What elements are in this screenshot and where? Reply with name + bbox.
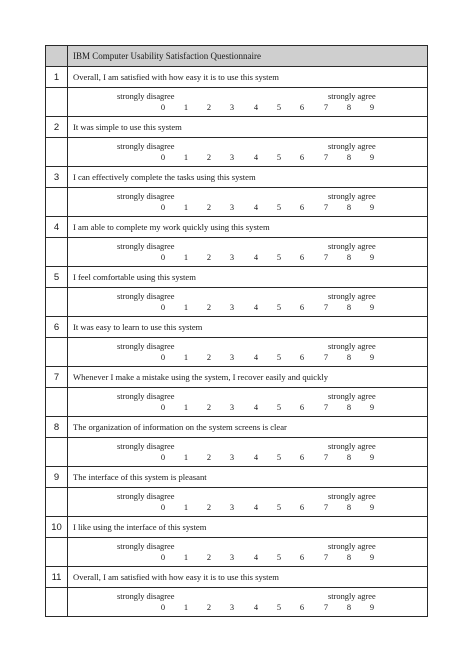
scale-point-7[interactable]: 7 (323, 603, 329, 612)
scale-point-8[interactable]: 8 (346, 503, 352, 512)
scale-point-9[interactable]: 9 (369, 353, 375, 362)
question-row (46, 117, 428, 138)
scale-number-cell (46, 188, 68, 217)
scale-point-7[interactable]: 7 (323, 503, 329, 512)
scale-point-0[interactable]: 0 (160, 453, 166, 462)
rating-scale (68, 188, 427, 216)
scale-point-8[interactable]: 8 (346, 553, 352, 562)
scale-point-6[interactable]: 6 (299, 253, 305, 262)
scale-point-1[interactable]: 1 (183, 253, 189, 262)
question-row (46, 367, 428, 388)
scale-point-1[interactable]: 1 (183, 503, 189, 512)
scale-point-0[interactable]: 0 (160, 603, 166, 612)
scale-point-9[interactable]: 9 (369, 403, 375, 412)
rating-scale-row (46, 488, 428, 517)
scale-point-7[interactable]: 7 (323, 253, 329, 262)
scale-point-9[interactable]: 9 (369, 503, 375, 512)
rating-scale (68, 288, 427, 316)
rating-scale (68, 388, 427, 416)
scale-point-2[interactable]: 2 (206, 253, 212, 262)
scale-point-9[interactable]: 9 (369, 253, 375, 262)
scale-point-5[interactable]: 5 (276, 203, 282, 212)
question-number: 5 (46, 267, 68, 288)
scale-point-2[interactable]: 2 (206, 353, 212, 362)
scale-point-2[interactable]: 2 (206, 403, 212, 412)
scale-point-1[interactable]: 1 (183, 153, 189, 162)
question-text: I am able to complete my work quickly using this system (68, 217, 428, 238)
scale-point-7[interactable]: 7 (323, 153, 329, 162)
scale-low-label: strongly disagree (117, 192, 175, 201)
scale-number-cell (46, 488, 68, 517)
question-text: It was simple to use this system (68, 117, 428, 138)
scale-point-0[interactable]: 0 (160, 303, 166, 312)
rating-scale (68, 238, 427, 266)
question-text: I feel comfortable using this system (68, 267, 428, 288)
scale-point-4[interactable]: 4 (253, 603, 259, 612)
scale-point-9[interactable]: 9 (369, 453, 375, 462)
questionnaire-title: IBM Computer Usability Satisfaction Questionnaire (68, 46, 428, 67)
rating-scale-cell (68, 388, 428, 417)
scale-number-cell (46, 288, 68, 317)
scale-point-8[interactable]: 8 (346, 603, 352, 612)
scale-point-2[interactable]: 2 (206, 153, 212, 162)
scale-point-3[interactable]: 3 (229, 603, 235, 612)
question-text: I like using the interface of this system (68, 517, 428, 538)
scale-number-cell (46, 588, 68, 617)
question-number: 7 (46, 367, 68, 388)
scale-number-cell (46, 138, 68, 167)
scale-point-0[interactable]: 0 (160, 103, 166, 112)
rating-scale-cell (68, 188, 428, 217)
scale-point-2[interactable]: 2 (206, 203, 212, 212)
scale-low-label: strongly disagree (117, 242, 175, 251)
question-text: Overall, I am satisfied with how easy it is to use this system (68, 67, 428, 88)
scale-point-5[interactable]: 5 (276, 403, 282, 412)
question-text: Whenever I make a mistake using the system, I recover easily and quickly (68, 367, 428, 388)
scale-point-8[interactable]: 8 (346, 103, 352, 112)
question-row (46, 417, 428, 438)
scale-point-2[interactable]: 2 (206, 603, 212, 612)
scale-point-2[interactable]: 2 (206, 453, 212, 462)
question-row (46, 317, 428, 338)
question-row (46, 567, 428, 588)
scale-point-6[interactable]: 6 (299, 453, 305, 462)
scale-point-3[interactable]: 3 (229, 553, 235, 562)
question-number: 10 (46, 517, 68, 538)
scale-point-8[interactable]: 8 (346, 203, 352, 212)
scale-point-3[interactable]: 3 (229, 303, 235, 312)
scale-point-7[interactable]: 7 (323, 303, 329, 312)
question-row (46, 167, 428, 188)
scale-number-cell (46, 338, 68, 367)
scale-point-5[interactable]: 5 (276, 353, 282, 362)
rating-scale-cell (68, 588, 428, 617)
scale-number-cell (46, 88, 68, 117)
question-number: 8 (46, 417, 68, 438)
scale-point-4[interactable]: 4 (253, 453, 259, 462)
scale-point-0[interactable]: 0 (160, 153, 166, 162)
scale-low-label: strongly disagree (117, 592, 175, 601)
scale-point-6[interactable]: 6 (299, 203, 305, 212)
scale-point-5[interactable]: 5 (276, 103, 282, 112)
question-text: I can effectively complete the tasks using this system (68, 167, 428, 188)
scale-high-label: strongly agree (328, 192, 376, 201)
rating-scale (68, 338, 427, 366)
scale-low-label: strongly disagree (117, 442, 175, 451)
rating-scale-row (46, 438, 428, 467)
scale-point-9[interactable]: 9 (369, 553, 375, 562)
scale-high-label: strongly agree (328, 142, 376, 151)
scale-low-label: strongly disagree (117, 542, 175, 551)
scale-point-3[interactable]: 3 (229, 153, 235, 162)
scale-point-9[interactable]: 9 (369, 603, 375, 612)
scale-point-9[interactable]: 9 (369, 153, 375, 162)
scale-high-label: strongly agree (328, 92, 376, 101)
scale-point-4[interactable]: 4 (253, 553, 259, 562)
scale-point-0[interactable]: 0 (160, 503, 166, 512)
scale-point-3[interactable]: 3 (229, 353, 235, 362)
rating-scale (68, 88, 427, 116)
scale-number-cell (46, 538, 68, 567)
question-text: The interface of this system is pleasant (68, 467, 428, 488)
scale-point-5[interactable]: 5 (276, 303, 282, 312)
scale-low-label: strongly disagree (117, 392, 175, 401)
scale-point-3[interactable]: 3 (229, 203, 235, 212)
scale-low-label: strongly disagree (117, 92, 175, 101)
scale-point-1[interactable]: 1 (183, 553, 189, 562)
question-text: Overall, I am satisfied with how easy it is to use this system (68, 567, 428, 588)
scale-point-6[interactable]: 6 (299, 403, 305, 412)
scale-point-7[interactable]: 7 (323, 403, 329, 412)
question-number: 11 (46, 567, 68, 588)
scale-point-0[interactable]: 0 (160, 203, 166, 212)
scale-point-6[interactable]: 6 (299, 103, 305, 112)
rating-scale (68, 438, 427, 466)
scale-point-4[interactable]: 4 (253, 103, 259, 112)
scale-point-9[interactable]: 9 (369, 303, 375, 312)
scale-point-1[interactable]: 1 (183, 203, 189, 212)
scale-point-1[interactable]: 1 (183, 103, 189, 112)
scale-point-2[interactable]: 2 (206, 503, 212, 512)
question-number: 6 (46, 317, 68, 338)
scale-point-8[interactable]: 8 (346, 253, 352, 262)
rating-scale-cell (68, 238, 428, 267)
scale-point-7[interactable]: 7 (323, 453, 329, 462)
rating-scale-row (46, 88, 428, 117)
scale-point-1[interactable]: 1 (183, 603, 189, 612)
scale-point-2[interactable]: 2 (206, 303, 212, 312)
rating-scale-cell (68, 488, 428, 517)
question-row (46, 267, 428, 288)
scale-point-3[interactable]: 3 (229, 453, 235, 462)
question-number: 9 (46, 467, 68, 488)
scale-point-6[interactable]: 6 (299, 603, 305, 612)
scale-point-5[interactable]: 5 (276, 253, 282, 262)
scale-point-5[interactable]: 5 (276, 453, 282, 462)
rating-scale-cell (68, 88, 428, 117)
scale-point-3[interactable]: 3 (229, 103, 235, 112)
scale-point-0[interactable]: 0 (160, 253, 166, 262)
scale-point-8[interactable]: 8 (346, 453, 352, 462)
scale-point-4[interactable]: 4 (253, 203, 259, 212)
question-row (46, 217, 428, 238)
question-row (46, 467, 428, 488)
scale-number-cell (46, 388, 68, 417)
rating-scale-row (46, 538, 428, 567)
scale-point-0[interactable]: 0 (160, 403, 166, 412)
scale-point-5[interactable]: 5 (276, 503, 282, 512)
scale-high-label: strongly agree (328, 542, 376, 551)
scale-point-7[interactable]: 7 (323, 203, 329, 212)
scale-number-cell (46, 438, 68, 467)
scale-point-8[interactable]: 8 (346, 303, 352, 312)
questionnaire-table (45, 45, 428, 617)
scale-low-label: strongly disagree (117, 342, 175, 351)
rating-scale-cell (68, 288, 428, 317)
question-number: 2 (46, 117, 68, 138)
scale-high-label: strongly agree (328, 392, 376, 401)
scale-point-2[interactable]: 2 (206, 553, 212, 562)
scale-point-0[interactable]: 0 (160, 353, 166, 362)
scale-point-4[interactable]: 4 (253, 303, 259, 312)
rating-scale (68, 488, 427, 516)
scale-point-6[interactable]: 6 (299, 353, 305, 362)
scale-high-label: strongly agree (328, 342, 376, 351)
scale-high-label: strongly agree (328, 292, 376, 301)
scale-point-6[interactable]: 6 (299, 303, 305, 312)
rating-scale (68, 588, 427, 616)
question-row (46, 67, 428, 88)
scale-point-3[interactable]: 3 (229, 253, 235, 262)
rating-scale (68, 138, 427, 166)
scale-point-4[interactable]: 4 (253, 253, 259, 262)
scale-point-1[interactable]: 1 (183, 353, 189, 362)
scale-point-8[interactable]: 8 (346, 403, 352, 412)
scale-high-label: strongly agree (328, 592, 376, 601)
rating-scale-row (46, 138, 428, 167)
scale-point-8[interactable]: 8 (346, 153, 352, 162)
question-number: 4 (46, 217, 68, 238)
question-number: 3 (46, 167, 68, 188)
scale-point-5[interactable]: 5 (276, 153, 282, 162)
scale-point-1[interactable]: 1 (183, 453, 189, 462)
scale-point-4[interactable]: 4 (253, 403, 259, 412)
rating-scale (68, 538, 427, 566)
header-number-cell (46, 46, 68, 67)
question-row (46, 517, 428, 538)
header-row (46, 46, 428, 67)
scale-high-label: strongly agree (328, 242, 376, 251)
rating-scale-row (46, 288, 428, 317)
scale-low-label: strongly disagree (117, 492, 175, 501)
scale-point-3[interactable]: 3 (229, 403, 235, 412)
scale-point-3[interactable]: 3 (229, 503, 235, 512)
rating-scale-cell (68, 338, 428, 367)
rating-scale-row (46, 338, 428, 367)
scale-high-label: strongly agree (328, 492, 376, 501)
scale-point-2[interactable]: 2 (206, 103, 212, 112)
scale-point-7[interactable]: 7 (323, 553, 329, 562)
rating-scale-cell (68, 538, 428, 567)
scale-point-6[interactable]: 6 (299, 553, 305, 562)
scale-point-6[interactable]: 6 (299, 503, 305, 512)
question-text: The organization of information on the system screens is clear (68, 417, 428, 438)
scale-point-0[interactable]: 0 (160, 553, 166, 562)
rating-scale-cell (68, 138, 428, 167)
scale-number-cell (46, 238, 68, 267)
scale-point-5[interactable]: 5 (276, 603, 282, 612)
rating-scale-row (46, 238, 428, 267)
scale-high-label: strongly agree (328, 442, 376, 451)
rating-scale-row (46, 188, 428, 217)
scale-point-4[interactable]: 4 (253, 503, 259, 512)
scale-point-4[interactable]: 4 (253, 353, 259, 362)
scale-low-label: strongly disagree (117, 292, 175, 301)
rating-scale-cell (68, 438, 428, 467)
scale-point-9[interactable]: 9 (369, 203, 375, 212)
scale-point-5[interactable]: 5 (276, 553, 282, 562)
question-text: It was easy to learn to use this system (68, 317, 428, 338)
question-number: 1 (46, 67, 68, 88)
scale-point-9[interactable]: 9 (369, 103, 375, 112)
scale-point-7[interactable]: 7 (323, 103, 329, 112)
rating-scale-row (46, 588, 428, 617)
scale-point-7[interactable]: 7 (323, 353, 329, 362)
rating-scale-row (46, 388, 428, 417)
scale-point-6[interactable]: 6 (299, 153, 305, 162)
scale-point-4[interactable]: 4 (253, 153, 259, 162)
scale-point-1[interactable]: 1 (183, 303, 189, 312)
scale-low-label: strongly disagree (117, 142, 175, 151)
scale-point-8[interactable]: 8 (346, 353, 352, 362)
scale-point-1[interactable]: 1 (183, 403, 189, 412)
